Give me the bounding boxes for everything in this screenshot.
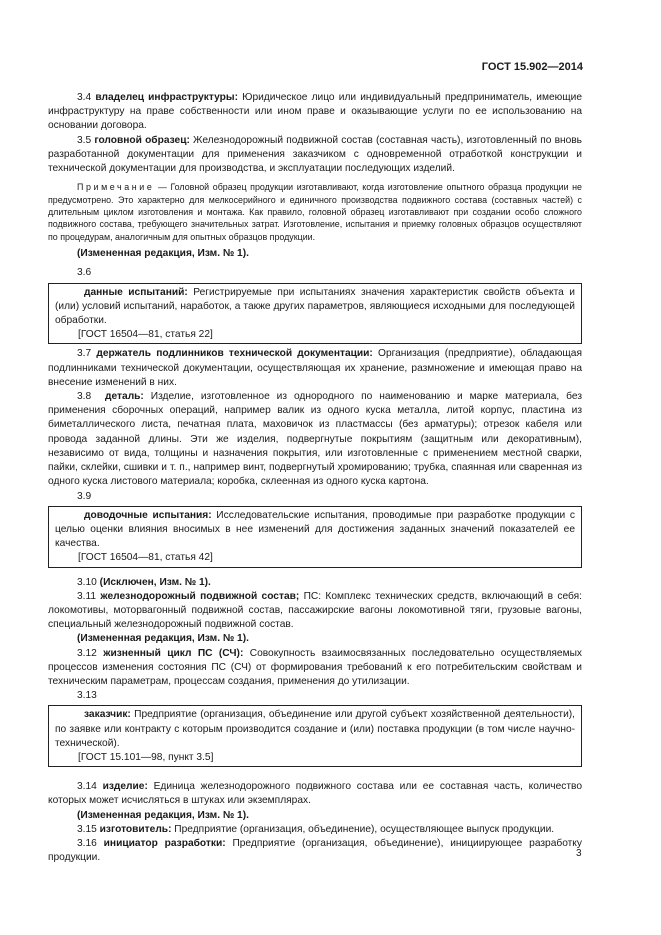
entry-text: (Исключен, Изм. № 1). <box>99 576 211 588</box>
entry-text: Предприятие (организация, объединение), инициирующее разработку продукции. <box>48 837 582 864</box>
entry-3-9 <box>55 509 575 552</box>
entry-number: 3.5 <box>77 134 92 146</box>
revision-note: (Измененная редакция, Изм. № 1). <box>77 809 249 821</box>
entry-text: Регистрируемые при испытаниях значения характеристик свойств объекта и (или) условий испытаний, наработок, а также других параметров, являющиеся исходными для последующей обработки. <box>55 286 575 327</box>
entry-3-16 <box>48 837 582 865</box>
entry-number: 3.4 <box>77 92 92 103</box>
entry-text: Железнодорожный подвижной состав (составная часть), изготовленный по вновь разработанной документации для применения заказчиком с одновременной отработкой конструкции и технической документации для производства, и эксплуатации последующих изделий. <box>48 134 582 175</box>
quoted-definition-3-6 <box>48 283 582 345</box>
entry-term: заказчик: <box>84 709 131 721</box>
entry-3-4 <box>48 91 582 134</box>
quoted-definition-3-13 <box>48 705 582 767</box>
entry-term: головной образец: <box>94 134 190 146</box>
entry-3-11 <box>48 590 582 633</box>
entry-3-13-number: 3.13 <box>77 690 97 702</box>
entry-term: железнодорожный подвижной состав; <box>100 590 300 602</box>
revision-note: (Измененная редакция, Изм. № 1). <box>77 633 249 645</box>
entry-number: 3.14 <box>77 781 97 793</box>
entry-term: данные испытаний: <box>84 286 188 298</box>
entry-number: 3.16 <box>77 837 97 849</box>
entry-3-7 <box>48 347 582 390</box>
entry-term: изготовитель: <box>99 823 172 835</box>
source-reference: [ГОСТ 15.101—98, пункт 3.5] <box>78 751 214 763</box>
entry-term: доводочные испытания: <box>84 509 212 521</box>
source-reference: [ГОСТ 16504—81, статья 42] <box>78 552 213 564</box>
entry-term: инициатор разработки: <box>103 837 226 849</box>
entry-text: Предприятие (организация, объединение), осуществляющее выпуск продукции. <box>171 823 555 835</box>
page-number: 3 <box>576 848 582 859</box>
entry-3-6 <box>55 286 575 329</box>
entry-term: держатель подлинников технической документации: <box>96 348 373 360</box>
entry-3-5 <box>48 134 582 177</box>
entry-3-15 <box>48 823 582 837</box>
entry-3-10 <box>48 576 582 590</box>
source-reference: [ГОСТ 16504—81, статья 22] <box>78 329 213 341</box>
entry-number: 3.7 <box>77 348 92 360</box>
standard-header: ГОСТ 15.902—2014 <box>481 61 583 73</box>
entry-3-14 <box>48 780 582 808</box>
entry-text: Совокупность взаимосвязанных последовательно осуществляемых процессов изменения состояния ПС (СЧ) от формирования требований к его потребительским свойствам и техническим параметрам, процессам создания, применения до утилизации. <box>48 647 583 687</box>
entry-number: 3.8 <box>77 391 92 403</box>
revision-note: (Измененная редакция, Изм. № 1). <box>77 248 249 260</box>
entry-number: 3.12 <box>77 647 97 659</box>
entry-text: Предприятие (организация, объединение или другой субъект хозяйственной деятельности), по заявке или контракту с которым производится создание и (или) поставка продукции (в том числе научно-технической). <box>55 709 575 749</box>
entry-3-8 <box>48 390 582 489</box>
entry-text: Исследовательские испытания, проводимые при разработке продукции с целью оценки влияния вносимых в нее изменений для достижения заданных значений показателей ее качества. <box>55 509 575 550</box>
entry-text: Юридическое лицо или индивидуальный предприниматель, имеющие инфраструктуру на праве собственности или ином праве и оказывающие услуги по ее использованию на основании договора. <box>48 92 583 132</box>
entry-term: деталь: <box>105 391 144 403</box>
entry-3-13 <box>55 708 575 751</box>
entry-3-9-number: 3.9 <box>77 490 92 502</box>
entry-number: 3.10 <box>77 576 97 588</box>
entry-term: жизненный цикл ПС (СЧ): <box>103 647 244 659</box>
note-3-5 <box>48 181 582 243</box>
entry-number: 3.11 <box>77 590 97 602</box>
entry-text: Изделие, изготовленное из однородного по наименованию и марке материала, без применения сборочных операций, например валик из одного куска металла, литой корпус, пластина из биметаллического листа, печатная плата, маховичок из пластмассы (без арматуры); отрезок кабеля или провода заданной длины. Эти же изделия, подвергнутые покрытиям (защитным или декоративным), независимо от вида, толщины и назначения покрытия, или изготовленные с применением местной сварки, пайки, склейки, сшивки и т. п., например винт, подвергнутый хромированию; трубка, спаянная или сваренная из одного куска листового материала; коробка, склеенная из одного куска картона. <box>48 391 583 488</box>
entry-term: владелец инфраструктуры: <box>95 92 238 103</box>
entry-text: ПС: Комплекс технических средств, включающий в себя: локомотивы, моторвагонный подвижной состав, пассажирские вагоны локомотивной тяги, грузовые вагоны, специальный железнодорожный подвижной состав. <box>48 590 582 631</box>
note-text: — Головной образец продукции изготавливают, когда изготовление опытного образца продукции не предусмотрено. Это характерно для мелкосерийного и единичного производства подвижного состава (составных частей) с длительным циклом изготовления и монтажа. Как правило, головной образец изготавливают при создании особо сложного подвижного состава, требующего значительных затрат. Изготовление, испытания и приемку головных образцов осуществляют по процедурам, аналогичным для опытных образцов продукции. <box>48 182 582 242</box>
quoted-definition-3-9 <box>48 506 582 568</box>
entry-number: 3.15 <box>77 823 97 835</box>
entry-text: Организация (предприятие), обладающая подлинниками технической документации, осуществляющая их хранение, размножение и имеющая право на внесение изменений в них. <box>48 348 582 388</box>
note-lead: Примечание <box>77 182 155 193</box>
entry-term: изделие: <box>102 781 148 793</box>
entry-3-12 <box>48 647 582 690</box>
entry-3-6-number: 3.6 <box>77 267 92 279</box>
entry-text: Единица железнодорожного подвижного состава или ее составная часть, количество которых может исчисляться в штуках или экземплярах. <box>48 781 582 807</box>
document-body <box>48 91 582 865</box>
